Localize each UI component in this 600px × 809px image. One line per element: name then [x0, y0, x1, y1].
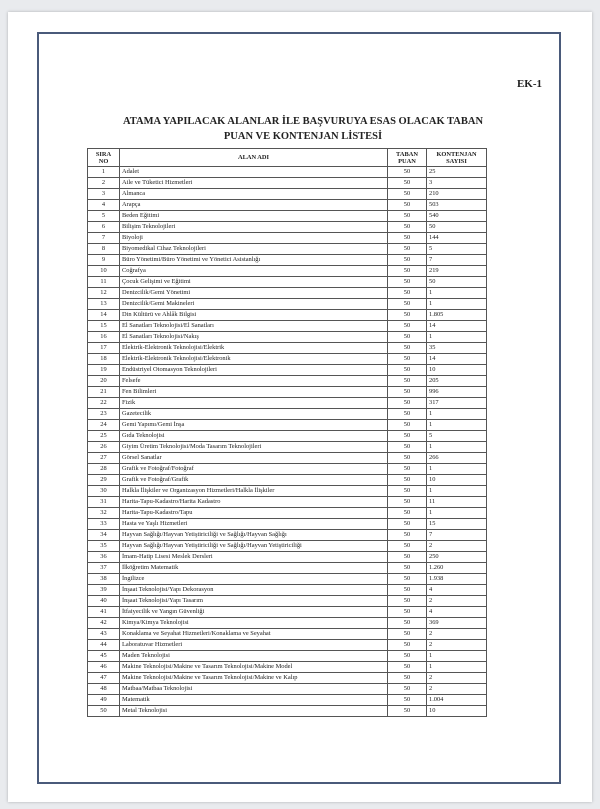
row-base-score: 50	[388, 629, 427, 640]
row-number: 19	[88, 365, 120, 376]
row-quota: 503	[427, 200, 487, 211]
row-base-score: 50	[388, 574, 427, 585]
table-row	[88, 684, 487, 695]
row-quota: 1	[427, 332, 487, 343]
header-taban-puan	[388, 149, 427, 167]
row-base-score: 50	[388, 563, 427, 574]
row-base-score: 50	[388, 607, 427, 618]
row-base-score: 50	[388, 288, 427, 299]
table-row	[88, 167, 487, 178]
row-quota: 1	[427, 508, 487, 519]
row-field-name: Adalet	[120, 167, 388, 178]
row-quota: 10	[427, 706, 487, 717]
title-line-2: PUAN VE KONTENJAN LİSTESİ	[223, 131, 383, 142]
row-quota: 1	[427, 486, 487, 497]
row-number: 42	[88, 618, 120, 629]
row-base-score: 50	[388, 167, 427, 178]
row-field-name: Denizcilik/Gemi Makineleri	[120, 299, 388, 310]
row-base-score: 50	[388, 519, 427, 530]
table-row	[88, 442, 487, 453]
row-base-score: 50	[388, 508, 427, 519]
row-number: 45	[88, 651, 120, 662]
table-row	[88, 695, 487, 706]
row-number: 12	[88, 288, 120, 299]
row-field-name: Felsefe	[120, 376, 388, 387]
row-number: 50	[88, 706, 120, 717]
row-number: 4	[88, 200, 120, 211]
header-kontenjan: KONTENJAN	[436, 150, 477, 158]
table-row	[88, 662, 487, 673]
row-number: 41	[88, 607, 120, 618]
row-number: 11	[88, 277, 120, 288]
row-base-score: 50	[388, 233, 427, 244]
row-base-score: 50	[388, 376, 427, 387]
row-number: 23	[88, 409, 120, 420]
table-row	[88, 629, 487, 640]
row-quota: 10	[427, 475, 487, 486]
row-field-name: Fen Bilimleri	[120, 387, 388, 398]
row-base-score: 50	[388, 706, 427, 717]
row-number: 37	[88, 563, 120, 574]
row-base-score: 50	[388, 321, 427, 332]
row-base-score: 50	[388, 453, 427, 464]
table-row	[88, 607, 487, 618]
row-number: 24	[88, 420, 120, 431]
row-base-score: 50	[388, 266, 427, 277]
row-number: 49	[88, 695, 120, 706]
table-row	[88, 266, 487, 277]
row-field-name: Kimya/Kimya Teknolojisi	[120, 618, 388, 629]
row-field-name: Endüstriyel Otomasyon Teknolojileri	[120, 365, 388, 376]
row-quota: 14	[427, 354, 487, 365]
table-row	[88, 255, 487, 266]
row-number: 28	[88, 464, 120, 475]
row-field-name: Gemi Yapımı/Gemi İnşa	[120, 420, 388, 431]
row-quota: 2	[427, 684, 487, 695]
row-base-score: 50	[388, 255, 427, 266]
row-base-score: 50	[388, 673, 427, 684]
table-row	[88, 233, 487, 244]
table-row	[88, 277, 487, 288]
row-number: 38	[88, 574, 120, 585]
row-base-score: 50	[388, 277, 427, 288]
row-number: 7	[88, 233, 120, 244]
header-sira: SIRA	[95, 150, 112, 158]
table-row	[88, 376, 487, 387]
table-row	[88, 189, 487, 200]
row-field-name: Grafik ve Fotoğraf/Grafik	[120, 475, 388, 486]
table-row	[88, 299, 487, 310]
row-field-name: Aile ve Tüketici Hizmetleri	[120, 178, 388, 189]
table-row	[88, 178, 487, 189]
row-quota: 2	[427, 640, 487, 651]
row-field-name: Giyim Üretim Teknolojisi/Moda Tasarım Teknolojileri	[120, 442, 388, 453]
row-number: 44	[88, 640, 120, 651]
row-quota: 1	[427, 662, 487, 673]
row-quota: 1.004	[427, 695, 487, 706]
row-base-score: 50	[388, 222, 427, 233]
row-quota: 1	[427, 651, 487, 662]
row-quota: 1	[427, 288, 487, 299]
table-row	[88, 365, 487, 376]
row-quota: 2	[427, 673, 487, 684]
row-number: 3	[88, 189, 120, 200]
row-number: 27	[88, 453, 120, 464]
row-base-score: 50	[388, 475, 427, 486]
row-field-name: İtfaiyecilik ve Yangın Güvenliği	[120, 607, 388, 618]
row-base-score: 50	[388, 695, 427, 706]
row-number: 5	[88, 211, 120, 222]
row-quota: 540	[427, 211, 487, 222]
table-row	[88, 673, 487, 684]
row-quota: 10	[427, 365, 487, 376]
row-number: 17	[88, 343, 120, 354]
row-number: 32	[88, 508, 120, 519]
row-field-name: Biyomedikal Cihaz Teknolojileri	[120, 244, 388, 255]
row-quota: 1	[427, 442, 487, 453]
table-row	[88, 706, 487, 717]
table-row	[88, 486, 487, 497]
row-field-name: El Sanatları Teknolojisi/Nakış	[120, 332, 388, 343]
row-number: 26	[88, 442, 120, 453]
row-quota: 7	[427, 255, 487, 266]
row-field-name: Hayvan Sağlığı/Hayvan Yetiştiriciliği ve Sağlığı/Hayvan Sağlığı	[120, 530, 388, 541]
row-base-score: 50	[388, 596, 427, 607]
table-row	[88, 387, 487, 398]
row-field-name: Halkla İlişkiler ve Organizasyon Hizmetleri/Halkla İlişkiler	[120, 486, 388, 497]
row-field-name: Fizik	[120, 398, 388, 409]
row-field-name: İngilizce	[120, 574, 388, 585]
row-quota: 996	[427, 387, 487, 398]
row-base-score: 50	[388, 211, 427, 222]
row-quota: 369	[427, 618, 487, 629]
row-quota: 4	[427, 607, 487, 618]
row-quota: 210	[427, 189, 487, 200]
table-row	[88, 288, 487, 299]
table-row	[88, 211, 487, 222]
row-base-score: 50	[388, 618, 427, 629]
row-quota: 14	[427, 321, 487, 332]
row-field-name: İnşaat Teknolojisi/Yapı Tasarım	[120, 596, 388, 607]
table-row	[88, 552, 487, 563]
table-row	[88, 453, 487, 464]
row-field-name: Gazetecilik	[120, 409, 388, 420]
table-row	[88, 618, 487, 629]
row-quota: 50	[427, 222, 487, 233]
row-field-name: Bilişim Teknolojileri	[120, 222, 388, 233]
row-number: 35	[88, 541, 120, 552]
row-base-score: 50	[388, 651, 427, 662]
table-row	[88, 420, 487, 431]
row-field-name: Maden Teknolojisi	[120, 651, 388, 662]
table-row	[88, 651, 487, 662]
table-row	[88, 321, 487, 332]
header-puan: PUAN	[398, 157, 416, 165]
row-base-score: 50	[388, 585, 427, 596]
table-row	[88, 431, 487, 442]
row-number: 40	[88, 596, 120, 607]
row-quota: 2	[427, 541, 487, 552]
row-quota: 2	[427, 596, 487, 607]
row-base-score: 50	[388, 200, 427, 211]
row-base-score: 50	[388, 343, 427, 354]
row-quota: 7	[427, 530, 487, 541]
row-field-name: Harita-Tapu-Kadastro/Tapu	[120, 508, 388, 519]
row-number: 36	[88, 552, 120, 563]
row-number: 47	[88, 673, 120, 684]
row-base-score: 50	[388, 420, 427, 431]
row-base-score: 50	[388, 332, 427, 343]
row-quota: 50	[427, 277, 487, 288]
row-number: 46	[88, 662, 120, 673]
row-quota: 2	[427, 629, 487, 640]
row-number: 31	[88, 497, 120, 508]
header-taban: TABAN	[396, 150, 418, 158]
row-base-score: 50	[388, 684, 427, 695]
row-base-score: 50	[388, 299, 427, 310]
document-page	[8, 12, 592, 802]
table-row	[88, 475, 487, 486]
row-base-score: 50	[388, 354, 427, 365]
table-row	[88, 354, 487, 365]
row-quota: 317	[427, 398, 487, 409]
row-base-score: 50	[388, 530, 427, 541]
table-row	[88, 574, 487, 585]
row-field-name: Biyoloji	[120, 233, 388, 244]
row-field-name: Denizcilik/Gemi Yönetimi	[120, 288, 388, 299]
row-field-name: El Sanatları Teknolojisi/El Sanatları	[120, 321, 388, 332]
row-number: 48	[88, 684, 120, 695]
header-alan-adi: ALAN ADI	[120, 149, 388, 167]
row-number: 30	[88, 486, 120, 497]
table-row	[88, 596, 487, 607]
row-quota: 266	[427, 453, 487, 464]
title-line-1: ATAMA YAPILACAK ALANLAR İLE BAŞVURUYA ESAS OLACAK TABAN	[122, 116, 484, 127]
table-row	[88, 343, 487, 354]
row-number: 33	[88, 519, 120, 530]
row-field-name: Büro Yönetimi/Büro Yönetimi ve Yönetici Asistanlığı	[120, 255, 388, 266]
row-quota: 4	[427, 585, 487, 596]
header-sira-no	[88, 149, 120, 167]
row-base-score: 50	[388, 486, 427, 497]
row-field-name: İnşaat Teknolojisi/Yapı Dekorasyon	[120, 585, 388, 596]
row-field-name: Makine Teknolojisi/Makine ve Tasarım Teknolojisi/Makine ve Kalıp	[120, 673, 388, 684]
row-field-name: Hasta ve Yaşlı Hizmetleri	[120, 519, 388, 530]
row-number: 43	[88, 629, 120, 640]
row-quota: 1	[427, 420, 487, 431]
row-quota: 1.260	[427, 563, 487, 574]
row-field-name: İlköğretim Matematik	[120, 563, 388, 574]
table-row	[88, 640, 487, 651]
row-number: 25	[88, 431, 120, 442]
annex-label: EK-1	[516, 78, 542, 90]
row-field-name: Makine Teknolojisi/Makine ve Tasarım Teknolojisi/Makine Model	[120, 662, 388, 673]
row-field-name: Almanca	[120, 189, 388, 200]
header-kontenjan-sayisi	[427, 149, 487, 167]
row-quota: 15	[427, 519, 487, 530]
row-quota: 205	[427, 376, 487, 387]
row-quota: 1.938	[427, 574, 487, 585]
row-field-name: Coğrafya	[120, 266, 388, 277]
row-field-name: Matematik	[120, 695, 388, 706]
row-number: 29	[88, 475, 120, 486]
row-field-name: Görsel Sanatlar	[120, 453, 388, 464]
row-base-score: 50	[388, 398, 427, 409]
header-sayisi: SAYISI	[446, 157, 467, 165]
row-base-score: 50	[388, 310, 427, 321]
row-number: 21	[88, 387, 120, 398]
row-base-score: 50	[388, 409, 427, 420]
table-row	[88, 497, 487, 508]
row-base-score: 50	[388, 431, 427, 442]
quota-table	[87, 148, 487, 717]
row-number: 20	[88, 376, 120, 387]
row-number: 22	[88, 398, 120, 409]
table-row	[88, 464, 487, 475]
row-base-score: 50	[388, 464, 427, 475]
row-number: 15	[88, 321, 120, 332]
row-base-score: 50	[388, 178, 427, 189]
table-row	[88, 541, 487, 552]
table-header-row	[88, 149, 487, 167]
row-field-name: Gıda Teknolojisi	[120, 431, 388, 442]
row-quota: 219	[427, 266, 487, 277]
row-field-name: Laboratuvar Hizmetleri	[120, 640, 388, 651]
table-row	[88, 332, 487, 343]
table-row	[88, 244, 487, 255]
row-number: 16	[88, 332, 120, 343]
row-base-score: 50	[388, 541, 427, 552]
row-field-name: Beden Eğitimi	[120, 211, 388, 222]
row-number: 9	[88, 255, 120, 266]
table-row	[88, 519, 487, 530]
row-quota: 250	[427, 552, 487, 563]
row-field-name: Elektrik-Elektronik Teknolojisi/Elektrik	[120, 343, 388, 354]
row-field-name: Din Kültürü ve Ahlâk Bilgisi	[120, 310, 388, 321]
row-base-score: 50	[388, 442, 427, 453]
row-base-score: 50	[388, 662, 427, 673]
row-base-score: 50	[388, 497, 427, 508]
row-base-score: 50	[388, 244, 427, 255]
row-field-name: Elektrik-Elektronik Teknolojisi/Elektronik	[120, 354, 388, 365]
row-field-name: Konaklama ve Seyahat Hizmetleri/Konaklama ve Seyahat	[120, 629, 388, 640]
row-quota: 1	[427, 464, 487, 475]
row-number: 39	[88, 585, 120, 596]
row-quota: 1.805	[427, 310, 487, 321]
row-quota: 144	[427, 233, 487, 244]
row-field-name: Hayvan Sağlığı/Hayvan Yetiştiriciliği ve Sağlığı/Hayvan Yetiştiriciliği	[120, 541, 388, 552]
table-row	[88, 398, 487, 409]
row-field-name: Çocuk Gelişimi ve Eğitimi	[120, 277, 388, 288]
table-row	[88, 200, 487, 211]
table-row	[88, 222, 487, 233]
row-quota: 1	[427, 409, 487, 420]
row-number: 34	[88, 530, 120, 541]
row-number: 1	[88, 167, 120, 178]
row-field-name: Matbaa/Matbaa Teknolojisi	[120, 684, 388, 695]
row-base-score: 50	[388, 552, 427, 563]
row-number: 10	[88, 266, 120, 277]
table-row	[88, 508, 487, 519]
document-title	[68, 114, 538, 144]
table-row	[88, 409, 487, 420]
row-quota: 35	[427, 343, 487, 354]
row-base-score: 50	[388, 387, 427, 398]
row-base-score: 50	[388, 189, 427, 200]
row-field-name: Metal Teknolojisi	[120, 706, 388, 717]
row-number: 14	[88, 310, 120, 321]
row-quota: 3	[427, 178, 487, 189]
table-row	[88, 310, 487, 321]
row-number: 18	[88, 354, 120, 365]
row-quota: 5	[427, 244, 487, 255]
row-base-score: 50	[388, 640, 427, 651]
row-number: 8	[88, 244, 120, 255]
row-quota: 5	[427, 431, 487, 442]
row-field-name: İmam-Hatip Lisesi Meslek Dersleri	[120, 552, 388, 563]
row-field-name: Grafik ve Fotoğraf/Fotoğraf	[120, 464, 388, 475]
row-field-name: Arapça	[120, 200, 388, 211]
row-quota: 25	[427, 167, 487, 178]
row-field-name: Harita-Tapu-Kadastro/Harita Kadastro	[120, 497, 388, 508]
row-quota: 1	[427, 299, 487, 310]
header-no: NO	[98, 157, 109, 165]
row-number: 6	[88, 222, 120, 233]
row-number: 2	[88, 178, 120, 189]
table-row	[88, 530, 487, 541]
row-number: 13	[88, 299, 120, 310]
table-row	[88, 585, 487, 596]
row-base-score: 50	[388, 365, 427, 376]
row-quota: 11	[427, 497, 487, 508]
table-row	[88, 563, 487, 574]
